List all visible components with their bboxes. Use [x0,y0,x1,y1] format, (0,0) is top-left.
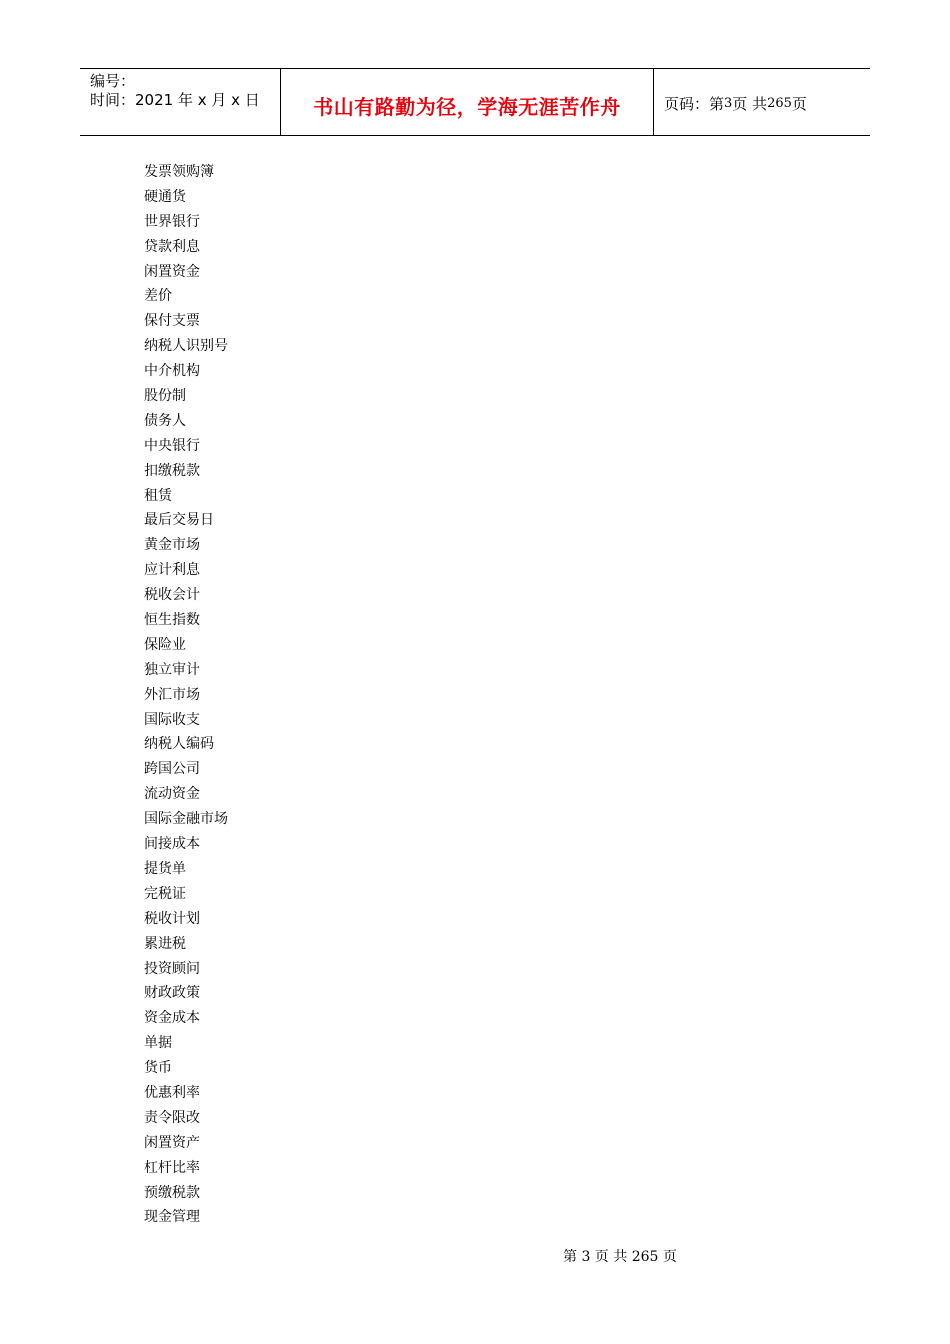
term-item: 单据 [144,1035,172,1052]
term-item: 保付支票 [144,313,200,330]
page-prefix: 页码：第 [664,94,725,113]
term-item: 纳税人编码 [144,736,214,753]
term-item: 现金管理 [144,1209,200,1226]
document-time-label: 时间：2021 年 x 月 x 日 [90,91,260,109]
term-item: 债务人 [144,412,186,429]
term-item: 税收计划 [144,910,200,927]
term-item: 中介机构 [144,363,200,380]
term-item: 最后交易日 [144,512,214,529]
term-item: 预缴税款 [144,1184,200,1201]
term-item: 国际金融市场 [144,811,228,828]
page-mid: 页 共 [732,94,768,113]
header-page-indicator [654,69,870,135]
term-item: 完税证 [144,885,186,902]
term-item: 间接成本 [144,836,200,853]
header-motto-cell [281,69,654,135]
term-item: 恒生指数 [144,612,200,629]
term-item: 责令限改 [144,1109,200,1126]
page-current: 3 [724,95,733,111]
term-item: 保险业 [144,636,186,653]
term-item: 闲置资产 [144,1134,200,1151]
term-item: 投资顾问 [144,960,200,977]
term-item: 税收会计 [144,587,200,604]
term-item: 独立审计 [144,661,200,678]
term-item: 黄金市场 [144,537,200,554]
term-item: 中央银行 [144,437,200,454]
page-suffix: 页 [791,94,807,113]
term-item: 硬通货 [144,188,186,205]
term-item: 累进税 [144,935,186,952]
term-item: 流动资金 [144,786,200,803]
term-item: 资金成本 [144,1010,200,1027]
term-item: 货币 [144,1060,172,1077]
term-item: 租赁 [144,487,172,504]
term-list [144,160,228,1230]
term-item: 扣缴税款 [144,462,200,479]
term-item: 差价 [144,288,172,305]
term-item: 外汇市场 [144,686,200,703]
term-item: 发票领购簿 [144,164,214,180]
term-item: 杠杆比率 [144,1159,200,1176]
term-item: 股份制 [144,388,186,405]
term-item: 世界银行 [144,213,200,230]
term-item: 优惠利率 [144,1084,200,1101]
header-meta [80,69,281,135]
term-item: 跨国公司 [144,761,200,778]
document-number-label: 编号： [90,72,136,90]
term-item: 提货单 [144,860,186,877]
page-footer: 第 3 页 共 265 页 [563,1249,677,1265]
term-item: 贷款利息 [144,238,200,255]
term-item: 纳税人识别号 [144,338,228,355]
header-motto: 书山有路勤为径，学海无涯苦作舟 [313,94,621,119]
term-item: 国际收支 [144,711,200,728]
page-total: 265 [767,95,792,111]
page-header [80,68,870,136]
term-item: 闲置资金 [144,263,200,280]
term-item: 应计利息 [144,562,200,579]
term-item: 财政政策 [144,985,200,1002]
